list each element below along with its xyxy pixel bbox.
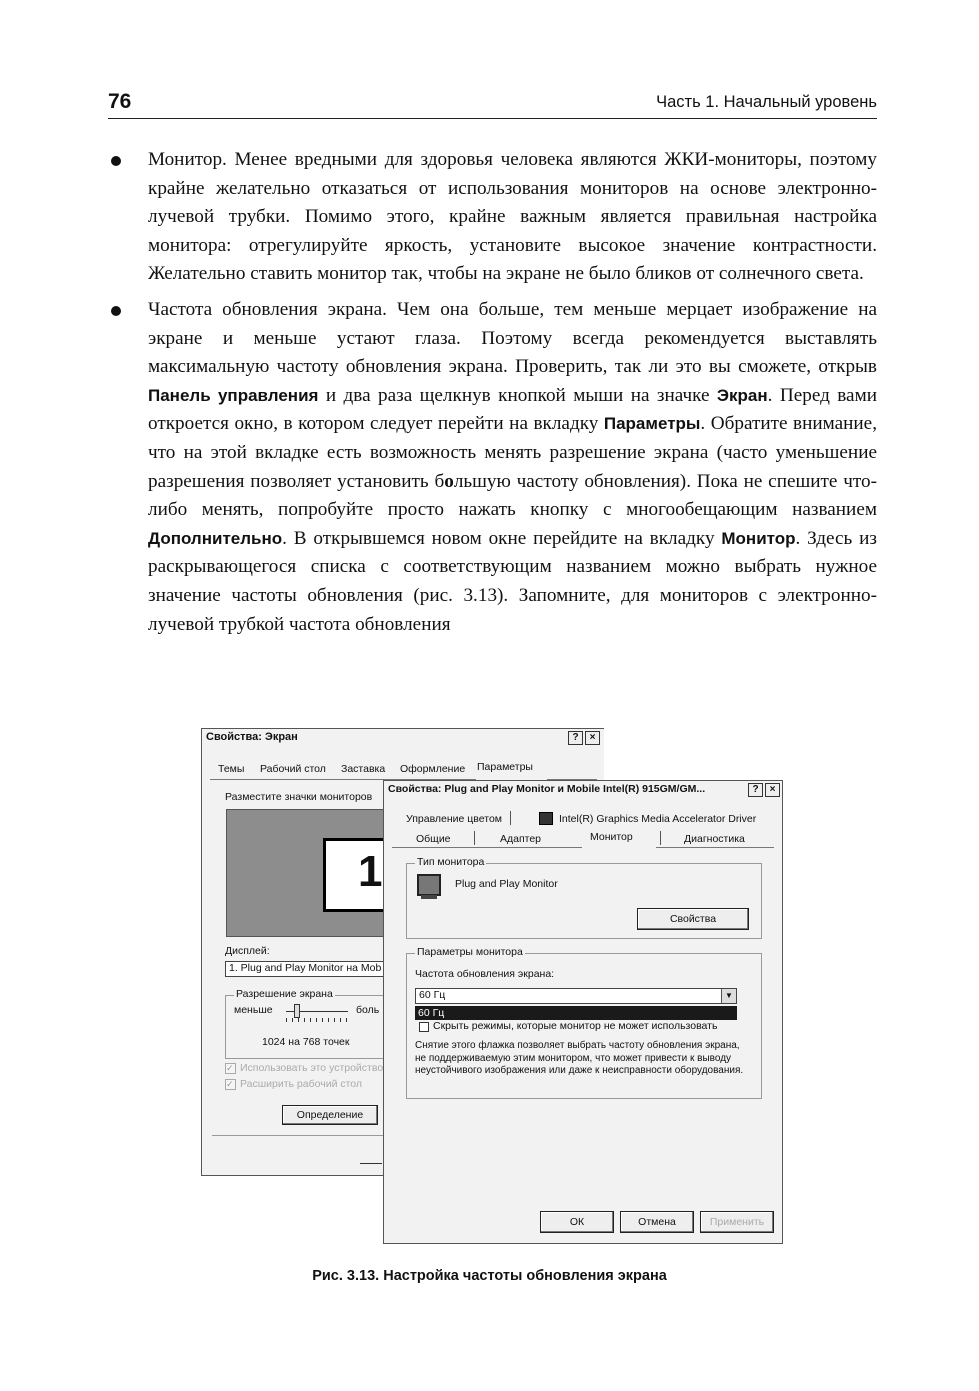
monitor-properties-window (383, 780, 783, 1244)
paragraph-text: . Здесь из раскрывающегося списка с соответствующим названием можно выбрать нужное значение частоты обновления (рис. 3.13). Запомните, для мониторов с электронно-лучевой трубкой частота обновления (148, 527, 877, 635)
window-title: Свойства: Plug and Play Monitor и Mobile Intel(R) 915GM/GM... (388, 783, 706, 795)
monitor-number: 1 (358, 847, 383, 896)
bullet-item-monitor (108, 146, 877, 289)
tab-settings[interactable]: Параметры (477, 761, 533, 773)
term-advanced: Дополнительно (148, 528, 283, 548)
tab-adapter[interactable]: Адаптер (500, 833, 542, 845)
caption-label: Рис. 3.13. (312, 1268, 380, 1284)
arrange-label: Разместите значки мониторов (225, 791, 373, 803)
cancel-button[interactable]: Отмена (620, 1211, 694, 1233)
paragraph-monitor: Монитор. Менее вредными для здоровья человека являются ЖКИ-мониторы, поэтому крайне желательно отказаться от использования мониторов на основе электронно-лучевой трубки. Помимо этого, крайне важным является правильная настройка монитора: отрегулируйте яркость, установите высокое значение контрастности. Желательно ставить монитор так, чтобы на экране не было бликов от солнечного света. (148, 149, 877, 285)
titlebar (202, 729, 604, 747)
monitor-layout-area[interactable] (226, 809, 384, 937)
warning-note: Снятие этого флажка позволяет выбрать частоту обновления экрана, не поддерживаемую этим монитором, что может привести к выводу неустойчивого изображения или даже к неисправности оборудования. (415, 1040, 744, 1076)
tab-separator (510, 811, 511, 825)
stress-letter: о (444, 470, 454, 492)
tab-color-management[interactable]: Управление цветом (406, 813, 503, 825)
close-button[interactable]: × (765, 783, 780, 797)
extend-desktop-label: Расширить рабочий стол (240, 1078, 363, 1090)
monitor-type-group (406, 856, 762, 939)
divider (212, 1135, 384, 1136)
close-button[interactable]: × (585, 731, 600, 745)
help-button[interactable]: ? (568, 731, 583, 745)
intel-driver-icon (539, 812, 553, 825)
bullet-item-refresh (108, 296, 877, 639)
apply-button[interactable]: Применить (700, 1211, 774, 1233)
identify-button[interactable]: Определение (282, 1105, 378, 1125)
chevron-down-icon[interactable]: ▼ (721, 989, 736, 1003)
paragraph-text: льшую частоту обновления). Пока не спешите что-либо менять, попробуйте просто нажать кнопку с многообещающим названием (148, 470, 877, 521)
bullet-icon (111, 306, 121, 316)
use-device-checkbox[interactable]: ✓ (225, 1063, 236, 1074)
term-display: Экран (716, 385, 768, 405)
hide-modes-label: Скрыть режимы, которые монитор не может использовать (433, 1020, 718, 1032)
tab-themes[interactable]: Темы (218, 763, 245, 775)
refresh-option-selected[interactable]: 60 Гц (415, 1006, 737, 1020)
monitor-tile-1[interactable] (323, 838, 386, 912)
paragraph-text: . Обратите внимание, что на этой вкладке есть возможность менять разрешение экрана (часто уменьшение разрешения позволяет установить б (148, 413, 877, 492)
more-label: боль (356, 1004, 380, 1016)
button-fragment (360, 1163, 382, 1164)
hide-modes-checkbox[interactable] (419, 1022, 429, 1032)
tab-intel-driver[interactable]: Intel(R) Graphics Media Accelerator Driver (559, 813, 757, 825)
display-label: Дисплей: (225, 945, 270, 957)
term-monitor: Монитор (721, 528, 796, 548)
tab-desktop[interactable]: Рабочий стол (260, 763, 326, 775)
slider-thumb[interactable] (294, 1004, 300, 1018)
slider-ticks (286, 1018, 348, 1022)
caption-text: Настройка частоты обновления экрана (383, 1268, 667, 1284)
tab-diagnostics[interactable]: Диагностика (684, 833, 745, 845)
body-text (108, 146, 877, 646)
paragraph-text: . В открывшемся новом окне перейдите на вкладку (282, 527, 722, 549)
running-head: Часть 1. Начальный уровень (656, 93, 877, 111)
help-button[interactable]: ? (748, 783, 763, 797)
monitor-params-group (406, 946, 762, 1099)
less-label: меньше (234, 1004, 273, 1016)
term-control-panel: Панель управления (148, 385, 319, 405)
tab-separator (660, 831, 661, 845)
term-settings: Параметры (603, 414, 701, 434)
monitor-icon-stand (421, 895, 437, 899)
bullet-icon (111, 156, 121, 166)
paragraph-text: Частота обновления экрана. Чем она больше, тем меньше мерцает изображение на экране и меньше устают глаза. Поэтому всегда рекомендуется выставлять максимальную частоту обновления экрана. Проверить, так ли это вы сможете, открыв (148, 298, 877, 378)
ok-button[interactable]: ОК (540, 1211, 614, 1233)
monitor-type-label: Тип монитора (417, 856, 485, 868)
tab-divider (392, 847, 582, 848)
display-value: 1. Plug and Play Monitor на Mob (229, 962, 382, 974)
paragraph-text: и два раза щелкнув кнопкой мыши на значке (318, 384, 717, 406)
refresh-value: 60 Гц (419, 989, 446, 1001)
page-header (108, 88, 877, 119)
use-device-label: Использовать это устройство (240, 1062, 384, 1074)
resolution-value: 1024 на 768 точек (262, 1036, 350, 1048)
tab-separator (474, 831, 475, 845)
tab-divider (656, 847, 774, 848)
refresh-label: Частота обновления экрана: (415, 968, 555, 980)
tab-general[interactable]: Общие (416, 833, 451, 845)
window-title: Свойства: Экран (206, 731, 298, 743)
refresh-rate-select[interactable] (415, 988, 737, 1004)
properties-button[interactable]: Свойства (637, 908, 749, 930)
figure-caption (0, 1268, 979, 1284)
tab-appearance[interactable]: Оформление (400, 763, 466, 775)
titlebar (384, 781, 782, 799)
extend-desktop-checkbox[interactable]: ✓ (225, 1079, 236, 1090)
monitor-name: Plug and Play Monitor (455, 878, 558, 890)
tab-monitor[interactable]: Монитор (590, 831, 633, 843)
resolution-group (225, 988, 386, 1059)
tab-screensaver[interactable]: Заставка (341, 763, 386, 775)
monitor-icon (417, 874, 441, 896)
paragraph-text: . Перед вами откроется окно, в котором следует перейти на вкладку (148, 384, 877, 435)
resolution-group-label: Разрешение экрана (236, 988, 333, 1000)
monitor-params-label: Параметры монитора (417, 946, 523, 958)
page-number: 76 (108, 90, 132, 113)
display-select[interactable] (225, 961, 383, 977)
